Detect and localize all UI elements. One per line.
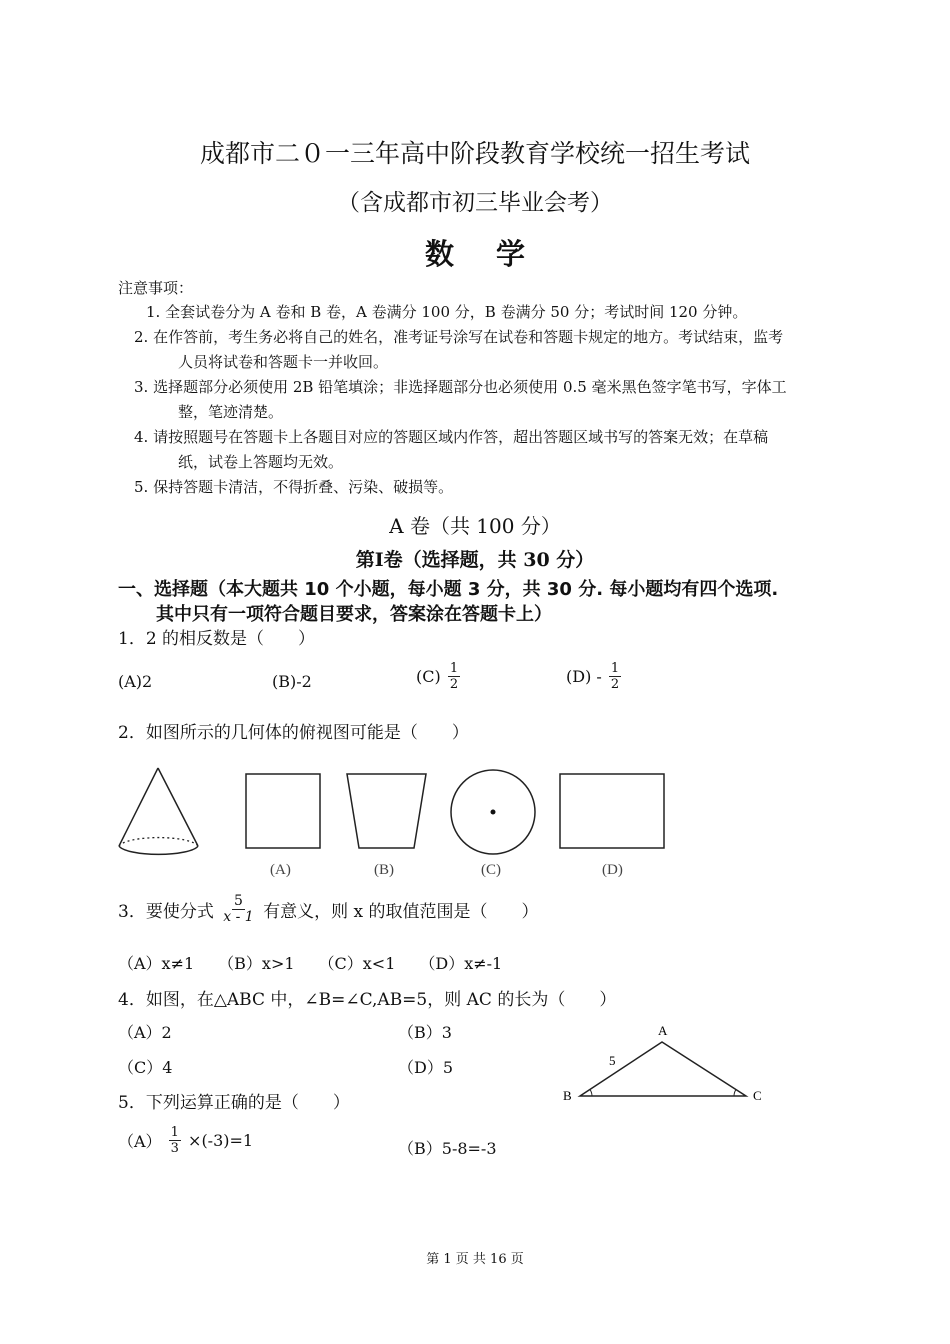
question-1-stem: 1．2 的相反数是（ ）: [118, 629, 316, 649]
fraction-numerator: 1: [449, 661, 459, 676]
question-3-stem: [118, 894, 538, 925]
q4-option-d: （D）5: [398, 1058, 454, 1077]
fraction-denominator: 2: [449, 677, 459, 692]
q2-label-b: (B): [374, 862, 394, 878]
q4-option-b: （B）3: [398, 1023, 452, 1042]
q4-option-a: （A）2: [118, 1023, 172, 1042]
q2-label-c: (C): [481, 862, 501, 878]
notice-item: 纸，试卷上答题均无效。: [178, 453, 344, 471]
q5-option-a-fraction: [169, 1125, 181, 1156]
fraction-numerator: 1: [610, 661, 620, 676]
center-dot: [491, 810, 496, 815]
q3-fraction: [221, 894, 255, 925]
fraction-denominator: 2: [610, 677, 620, 692]
instruction-line: 一、选择题（本大题共 10 个小题，每小题 3 分，共 30 分. 每小题均有四个选项.: [118, 579, 779, 600]
q1-option-a: (A)2: [118, 672, 153, 691]
q1-option-d-prefix: (D) -: [566, 667, 602, 686]
page-footer: 第 1 页 共 16 页: [426, 1252, 524, 1267]
q5-option-a-prefix: （A）: [118, 1132, 162, 1151]
rectangle-shape: [560, 774, 664, 848]
square-shape: [246, 774, 320, 848]
notice-heading: 注意事项：: [118, 279, 194, 297]
q2-label-a: (A): [270, 862, 291, 878]
notice-item: 1. 全套试卷分为 A 卷和 B 卷，A 卷满分 100 分，B 卷满分 50 分；考试时间 120 分钟。: [146, 303, 748, 321]
q1-option-b: (B)-2: [272, 672, 312, 691]
trapezoid-shape: [347, 774, 426, 848]
q3-options: （A）x≠1 （B）x>1 （C）x<1 （D）x≠-1: [118, 954, 503, 973]
subject-title: 数学: [424, 237, 567, 271]
q3-stem-post: 有意义，则 x 的取值范围是（ ）: [263, 902, 539, 922]
cone-figure: [119, 768, 198, 854]
notice-item: 2. 在作答前，考生务必将自己的姓名，准考证号涂写在试卷和答题卡规定的地方。考试结束，监考: [134, 328, 784, 346]
fraction-numerator: 5: [233, 893, 243, 909]
q1-option-c: [416, 661, 462, 692]
q2-label-d: (D): [602, 862, 623, 878]
question-2-stem: 2．如图所示的几何体的俯视图可能是（ ）: [118, 723, 469, 743]
question-4-stem: 4．如图，在△ABC 中，∠B=∠C,AB=5，则 AC 的长为（ ）: [118, 990, 617, 1010]
notice-item: 3. 选择题部分必须使用 2B 铅笔填涂；非选择题部分也必须使用 0.5 毫米黑色签字笔书写，字体工: [134, 378, 787, 396]
q5-option-b: （B）5-8=-3: [398, 1139, 497, 1158]
vertex-b-label: B: [563, 1088, 572, 1103]
triangle-abc: [580, 1042, 746, 1096]
q1-option-d-fraction: [609, 661, 621, 692]
notice-item: 人员将试卷和答题卡一并收回。: [178, 353, 389, 371]
q5-option-a: [118, 1125, 253, 1156]
q2-figure: [110, 762, 680, 887]
part1-heading: 第Ⅰ卷（选择题，共 30 分）: [355, 549, 595, 571]
fraction-denominator: 3: [170, 1141, 179, 1156]
q5-option-a-post: ×(-3)=1: [188, 1131, 254, 1150]
fraction-denominator: x - 1: [223, 909, 254, 925]
q1-option-c-prefix: (C): [416, 667, 441, 686]
angle-b-arc: [590, 1090, 592, 1097]
q1-option-c-fraction: [448, 661, 460, 692]
notice-item: 5. 保持答题卡清洁，不得折叠、污染、破损等。: [134, 478, 454, 496]
vertex-a-label: A: [658, 1023, 668, 1038]
volume-a-heading: A 卷（共 100 分）: [389, 514, 561, 538]
notice-item: 整，笔迹清楚。: [178, 403, 284, 421]
angle-c-arc: [734, 1090, 736, 1097]
q1-option-d: [566, 661, 623, 692]
triangle-figure: [556, 1020, 771, 1110]
fraction-numerator: 1: [170, 1125, 179, 1140]
q3-stem-pre: 3．要使分式: [118, 902, 214, 922]
notice-item: 4. 请按照题号在答题卡上各题目对应的答题区域内作答，超出答题区域书写的答案无效；在草稿: [134, 428, 769, 446]
vertex-c-label: C: [753, 1088, 762, 1103]
question-5-stem: 5．下列运算正确的是（ ）: [118, 1093, 350, 1113]
exam-title: 成都市二０一三年高中阶段教育学校统一招生考试: [199, 139, 750, 168]
q4-option-c: （C）4: [118, 1058, 173, 1077]
side-ab-label: 5: [609, 1053, 616, 1068]
exam-subtitle: （含成都市初三毕业会考）: [337, 190, 613, 216]
instruction-line: 其中只有一项符合题目要求，答案涂在答题卡上）: [156, 604, 552, 625]
